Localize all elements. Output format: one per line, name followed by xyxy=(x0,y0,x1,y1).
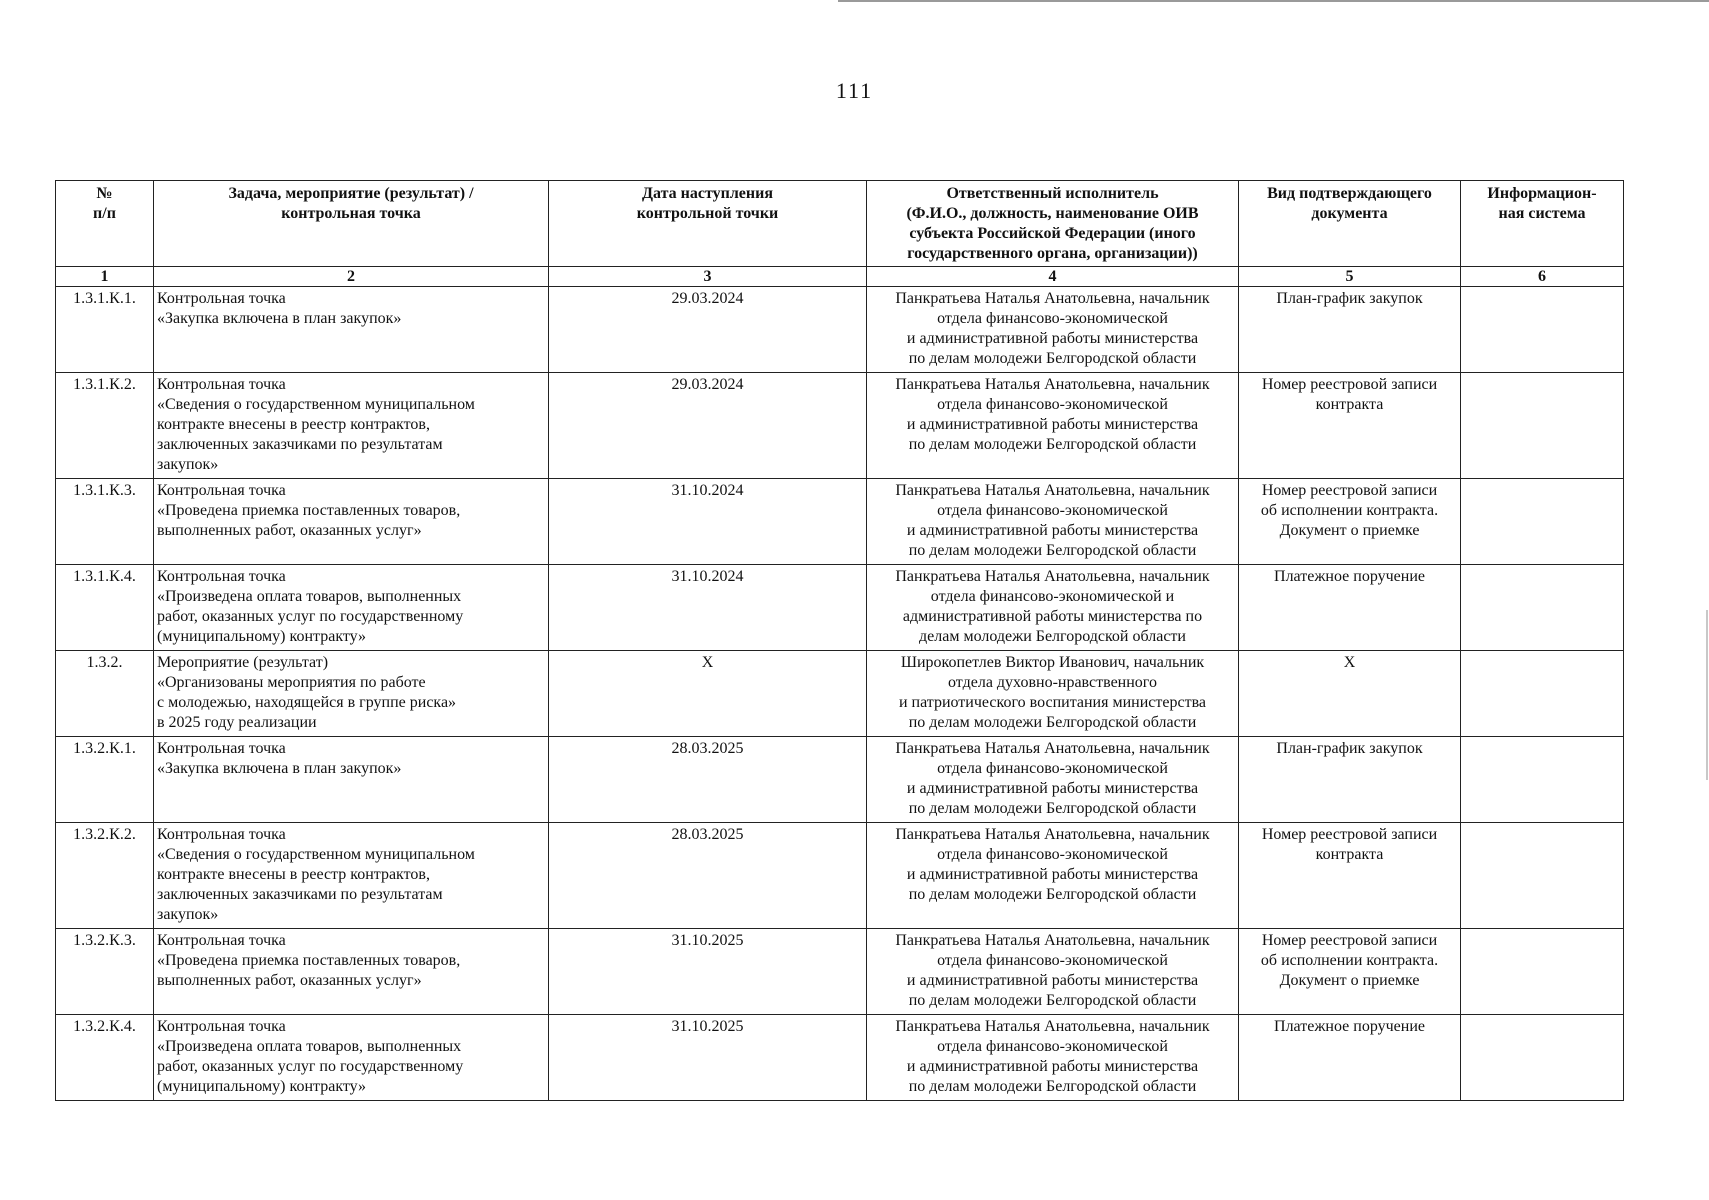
column-number: 5 xyxy=(1239,267,1461,287)
system-cell xyxy=(1461,1015,1624,1101)
row-number: 1.3.1.К.3. xyxy=(56,479,154,565)
responsible-cell: Панкратьева Наталья Анатольевна, начальник отдела финансово-экономической и административной работы министерства по делам молодежи Белгородской области xyxy=(867,287,1239,373)
responsible-cell: Панкратьева Наталья Анатольевна, начальник отдела финансово-экономической и административной работы министерства по делам молодежи Белгородской области xyxy=(867,737,1239,823)
control-points-table xyxy=(55,180,1624,1101)
scan-edge-line xyxy=(838,0,1709,2)
task-cell: Контрольная точка «Произведена оплата товаров, выполненных работ, оказанных услуг по государственному (муниципальному) контракту» xyxy=(154,1015,549,1101)
date-cell: 28.03.2025 xyxy=(549,737,867,823)
header-num: № п/п xyxy=(56,181,154,267)
responsible-cell: Панкратьева Наталья Анатольевна, начальник отдела финансово-экономической и административной работы министерства по делам молодежи Белгородской области xyxy=(867,929,1239,1015)
responsible-cell: Панкратьева Наталья Анатольевна, начальник отдела финансово-экономической и административной работы министерства по делам молодежи Белгородской области xyxy=(867,565,1239,651)
date-cell: 31.10.2024 xyxy=(549,565,867,651)
responsible-cell: Панкратьева Наталья Анатольевна, начальник отдела финансово-экономической и административной работы министерства по делам молодежи Белгородской области xyxy=(867,479,1239,565)
table-row xyxy=(56,737,1624,823)
column-number: 6 xyxy=(1461,267,1624,287)
row-number: 1.3.2.К.4. xyxy=(56,1015,154,1101)
table-row xyxy=(56,929,1624,1015)
task-cell: Контрольная точка «Закупка включена в план закупок» xyxy=(154,737,549,823)
scan-edge-line xyxy=(1706,610,1708,780)
row-number: 1.3.1.К.1. xyxy=(56,287,154,373)
column-number: 3 xyxy=(549,267,867,287)
system-cell xyxy=(1461,651,1624,737)
header-document: Вид подтверждающего документа xyxy=(1239,181,1461,267)
responsible-cell: Панкратьева Наталья Анатольевна, начальник отдела финансово-экономической и административной работы министерства по делам молодежи Белгородской области xyxy=(867,1015,1239,1101)
table-row xyxy=(56,373,1624,479)
column-number: 4 xyxy=(867,267,1239,287)
document-cell: Платежное поручение xyxy=(1239,565,1461,651)
column-number: 2 xyxy=(154,267,549,287)
row-number: 1.3.2.К.3. xyxy=(56,929,154,1015)
responsible-cell: Панкратьева Наталья Анатольевна, начальник отдела финансово-экономической и административной работы министерства по делам молодежи Белгородской области xyxy=(867,823,1239,929)
table-row xyxy=(56,823,1624,929)
date-cell: 31.10.2024 xyxy=(549,479,867,565)
system-cell xyxy=(1461,373,1624,479)
date-cell: 31.10.2025 xyxy=(549,1015,867,1101)
row-number: 1.3.2. xyxy=(56,651,154,737)
date-cell: 31.10.2025 xyxy=(549,929,867,1015)
date-cell: 28.03.2025 xyxy=(549,823,867,929)
task-cell: Контрольная точка «Произведена оплата товаров, выполненных работ, оказанных услуг по государственному (муниципальному) контракту» xyxy=(154,565,549,651)
header-responsible: Ответственный исполнитель (Ф.И.О., должность, наименование ОИВ субъекта Российской Федерации (иного государственного органа, организации)) xyxy=(867,181,1239,267)
document-cell: План-график закупок xyxy=(1239,287,1461,373)
page-number: 111 xyxy=(835,78,874,103)
task-cell: Контрольная точка «Проведена приемка поставленных товаров, выполненных работ, оказанных услуг» xyxy=(154,479,549,565)
system-cell xyxy=(1461,929,1624,1015)
system-cell xyxy=(1461,823,1624,929)
date-cell: Х xyxy=(549,651,867,737)
responsible-cell: Широкопетлев Виктор Иванович, начальник отдела духовно-нравственного и патриотического воспитания министерства по делам молодежи Белгородской области xyxy=(867,651,1239,737)
document-cell: Номер реестровой записи об исполнении контракта. Документ о приемке xyxy=(1239,929,1461,1015)
responsible-cell: Панкратьева Наталья Анатольевна, начальник отдела финансово-экономической и административной работы министерства по делам молодежи Белгородской области xyxy=(867,373,1239,479)
row-number: 1.3.1.К.2. xyxy=(56,373,154,479)
row-number: 1.3.1.К.4. xyxy=(56,565,154,651)
table-body xyxy=(56,287,1624,1101)
system-cell xyxy=(1461,287,1624,373)
task-cell: Мероприятие (результат) «Организованы мероприятия по работе с молодежью, находящейся в группе риска» в 2025 году реализации xyxy=(154,651,549,737)
task-cell: Контрольная точка «Сведения о государственном муниципальном контракте внесены в реестр контрактов, заключенных заказчиками по результатам закупок» xyxy=(154,373,549,479)
document-cell: Номер реестровой записи контракта xyxy=(1239,373,1461,479)
row-number: 1.3.2.К.1. xyxy=(56,737,154,823)
document-cell: Платежное поручение xyxy=(1239,1015,1461,1101)
table-row xyxy=(56,651,1624,737)
column-number: 1 xyxy=(56,267,154,287)
task-cell: Контрольная точка «Сведения о государственном муниципальном контракте внесены в реестр контрактов, заключенных заказчиками по результатам закупок» xyxy=(154,823,549,929)
document-cell: Номер реестровой записи контракта xyxy=(1239,823,1461,929)
header-row xyxy=(56,181,1624,267)
task-cell: Контрольная точка «Закупка включена в план закупок» xyxy=(154,287,549,373)
system-cell xyxy=(1461,737,1624,823)
document-cell: Х xyxy=(1239,651,1461,737)
header-task: Задача, мероприятие (результат) / контрольная точка xyxy=(154,181,549,267)
document-cell: План-график закупок xyxy=(1239,737,1461,823)
date-cell: 29.03.2024 xyxy=(549,287,867,373)
table-row xyxy=(56,287,1624,373)
system-cell xyxy=(1461,565,1624,651)
row-number: 1.3.2.К.2. xyxy=(56,823,154,929)
date-cell: 29.03.2024 xyxy=(549,373,867,479)
task-cell: Контрольная точка «Проведена приемка поставленных товаров, выполненных работ, оказанных услуг» xyxy=(154,929,549,1015)
system-cell xyxy=(1461,479,1624,565)
column-number-row xyxy=(56,267,1624,287)
document-cell: Номер реестровой записи об исполнении контракта. Документ о приемке xyxy=(1239,479,1461,565)
table-row xyxy=(56,479,1624,565)
header-date: Дата наступления контрольной точки xyxy=(549,181,867,267)
table-row xyxy=(56,1015,1624,1101)
table-row xyxy=(56,565,1624,651)
header-system: Информацион- ная система xyxy=(1461,181,1624,267)
